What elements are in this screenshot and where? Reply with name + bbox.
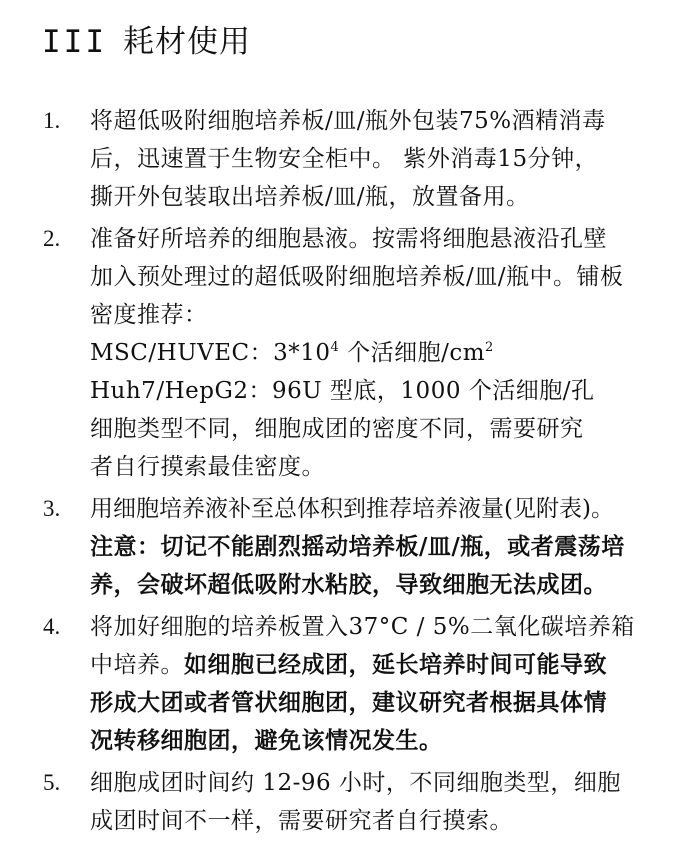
step-number: 3. [43,496,61,521]
step-line-normal: 中培养。 [90,652,184,678]
density-msc-huvec [90,334,680,372]
density-msc-prefix: MSC/HUVEC：3*10 [90,340,331,366]
step-2 [0,220,683,486]
step-body [90,490,680,604]
density-msc-unit: 个活细胞/cm [339,340,486,366]
step-body [90,220,680,486]
warning-line: 况转移细胞团，避免该情况发生。 [90,727,443,754]
step-number: 1. [43,108,61,133]
density-msc-unit-exponent: 2 [485,340,494,355]
section-number: III [42,24,107,60]
step-line-mixed [90,646,680,684]
step-1 [0,102,683,216]
step-body [90,764,680,840]
step-3 [0,490,683,604]
density-msc-exponent: 4 [330,340,340,355]
density-huh7-hepg2: Huh7/HepG2：96U 型底，1000 个活细胞/孔 [90,378,595,404]
step-number: 4. [43,614,61,639]
section-heading [42,20,251,64]
step-line: 者自行摸索最佳密度。 [90,454,325,480]
step-line: 加入预处理过的超低吸附细胞培养板/皿/瓶中。铺板 [90,264,624,290]
warning-line: 形成大团或者管状细胞团，建议研究者根据具体情 [90,689,607,716]
step-line: 用细胞培养液补至总体积到推荐培养液量(见附表)。 [90,496,614,522]
step-body [90,102,680,216]
step-line: 成团时间不一样，需要研究者自行摸索。 [90,808,513,834]
step-5 [0,764,683,840]
steps-list [0,102,683,844]
warning-line: 养，会破坏超低吸附水粘胶，导致细胞无法成团。 [90,571,607,598]
step-line: 细胞类型不同，细胞成团的密度不同，需要研究 [90,416,584,442]
step-line: 将超低吸附细胞培养板/皿/瓶外包装75%酒精消毒 [90,108,606,134]
step-line: 准备好所培养的细胞悬液。按需将细胞悬液沿孔壁 [90,226,607,252]
step-number: 5. [43,770,61,795]
step-number: 2. [43,226,61,251]
section-title-text: 耗材使用 [123,24,251,60]
step-line: 将加好细胞的培养板置入37°C / 5%二氧化碳培养箱 [90,614,635,640]
warning-line: 注意：切记不能剧烈摇动培养板/皿/瓶，或者震荡培 [90,533,625,560]
step-line: 后，迅速置于生物安全柜中。 紫外消毒15分钟， [90,146,599,172]
warning-text: 如细胞已经成团，延长培养时间可能导致 [184,651,607,678]
step-4 [0,608,683,760]
step-line: 密度推荐： [90,302,208,328]
step-line: 撕开外包装取出培养板/皿/瓶，放置备用。 [90,184,530,210]
step-line: 细胞成团时间约 12-96 小时，不同细胞类型，细胞 [90,770,621,796]
step-body [90,608,680,760]
